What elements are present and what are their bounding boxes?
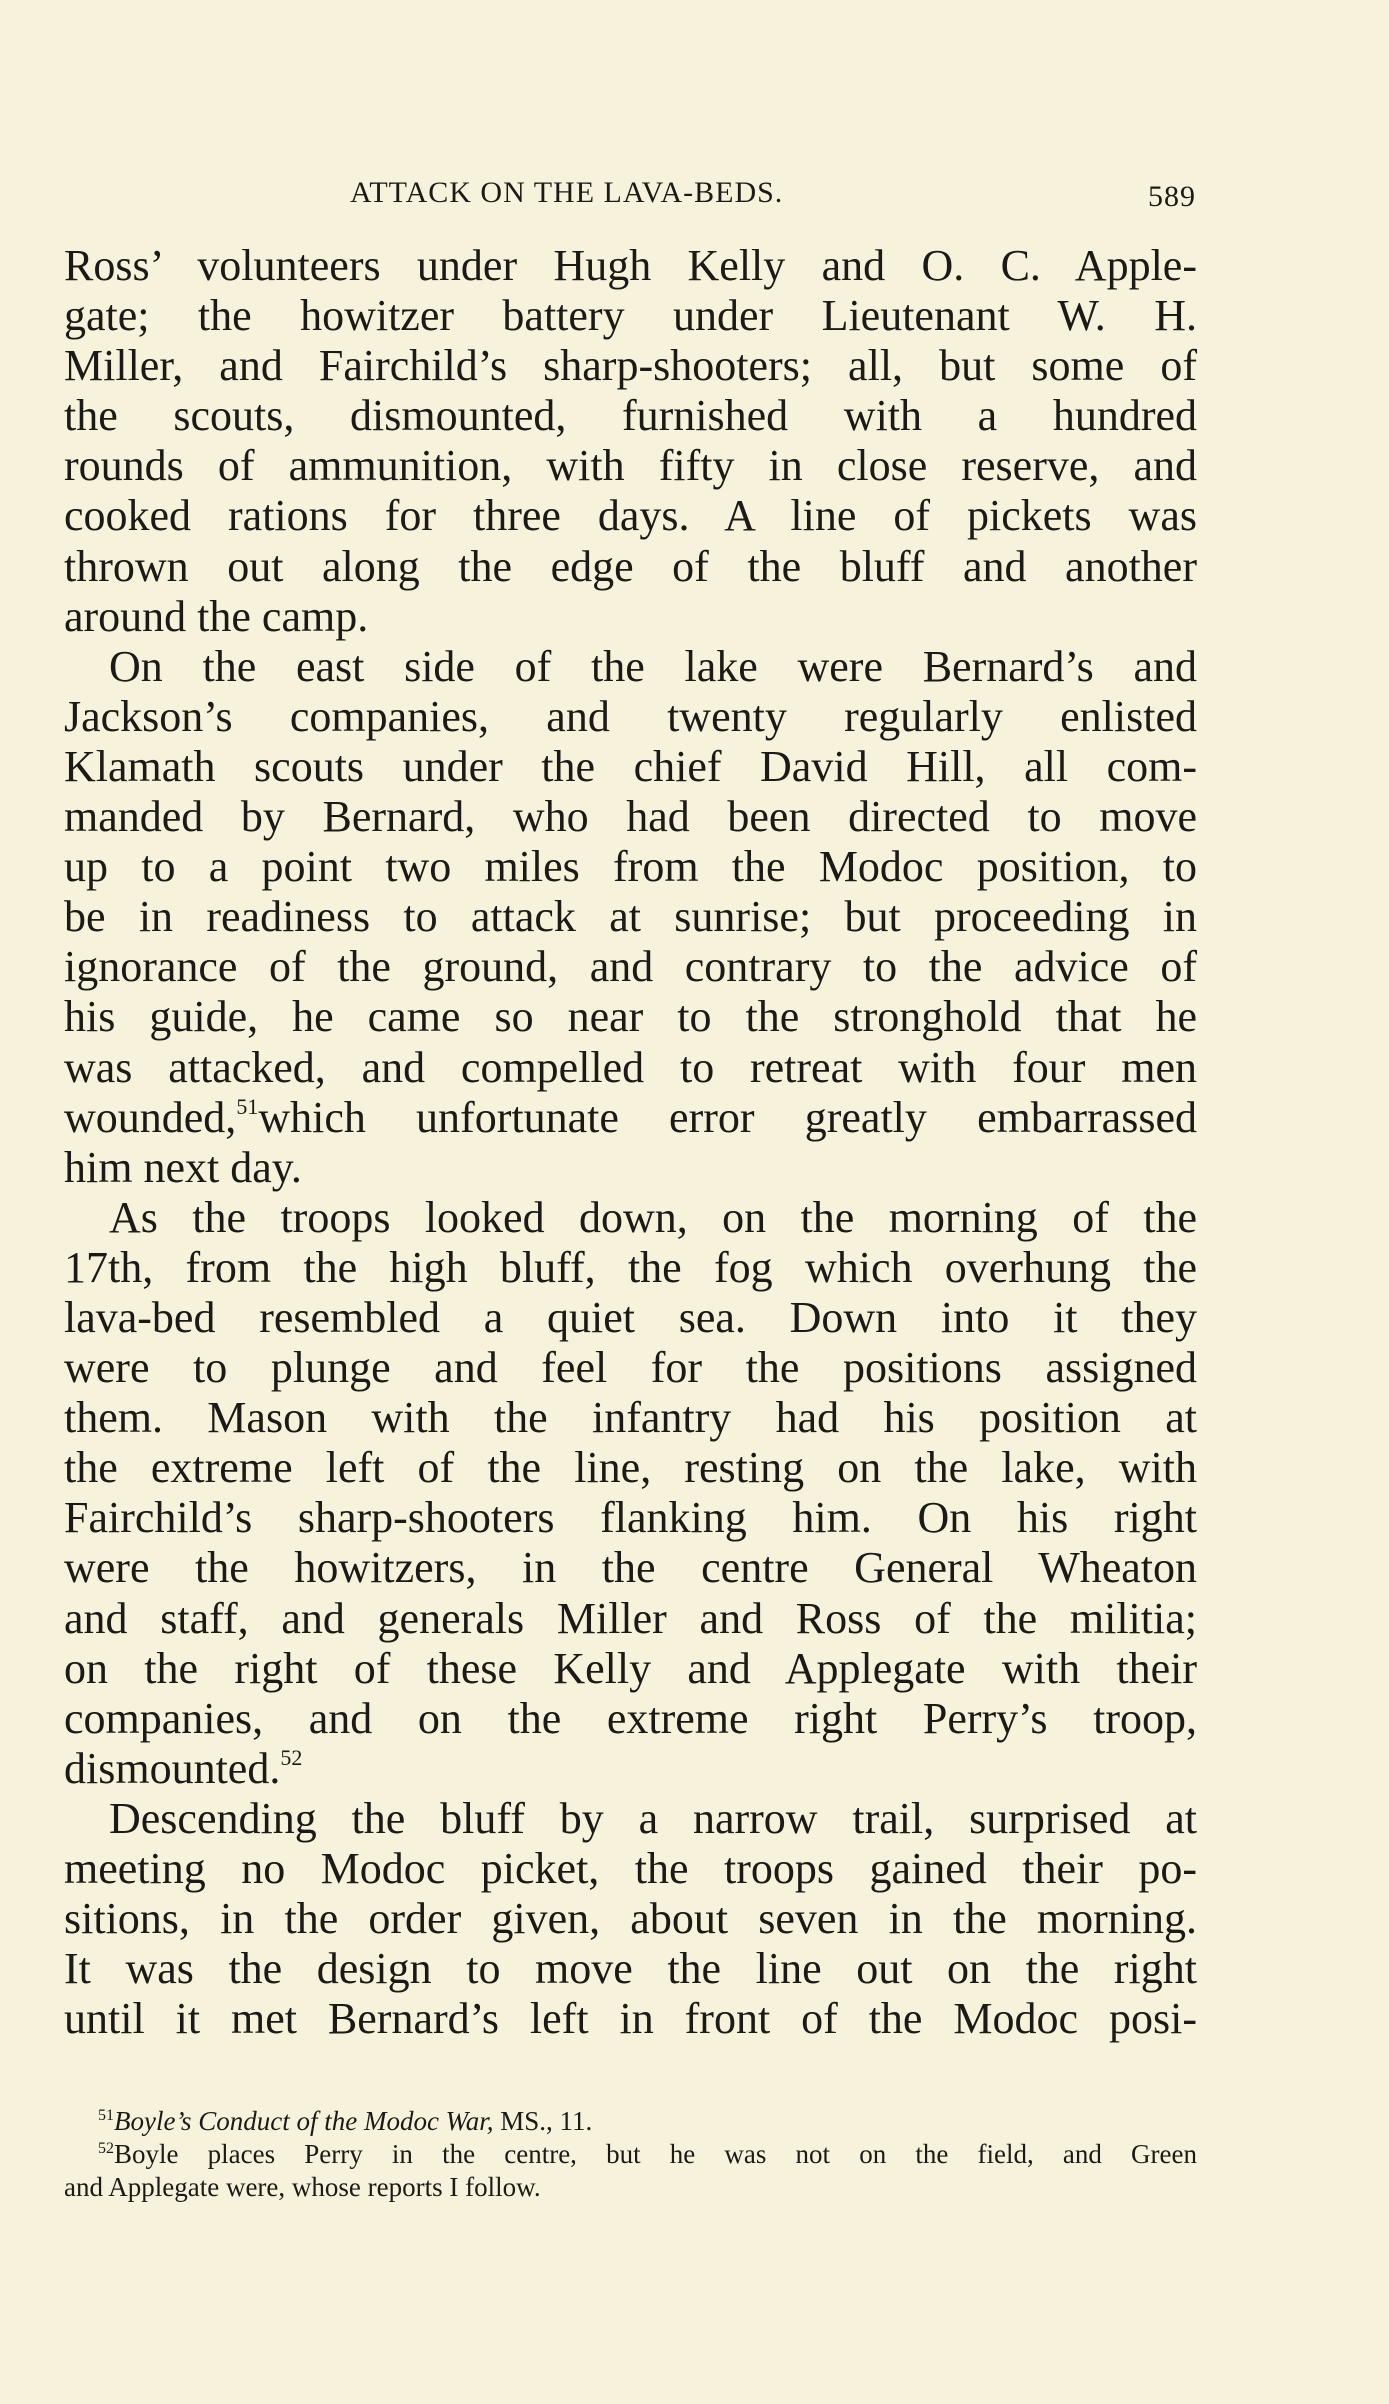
text-line: gate; the howitzer battery under Lieutenant W. H. [64, 291, 1197, 341]
footnote-text: Boyle places Perry in the centre, but he was not on the field, and Green [114, 2139, 1197, 2169]
text-line: them. Mason with the infantry had his position at [64, 1393, 1197, 1443]
text-line [64, 1093, 1197, 1143]
text-line: the extreme left of the line, resting on the lake, with [64, 1443, 1197, 1493]
text-line: companies, and on the extreme right Perry’s troop, [64, 1693, 1197, 1743]
text-line: As the troops looked down, on the morning of the [109, 1192, 1197, 1242]
text-line: cooked rations for three days. A line of pickets was [64, 491, 1197, 541]
text-line: On the east side of the lake were Bernard’s and [109, 641, 1197, 691]
text-fragment: dismounted. [64, 1743, 281, 1793]
text-line: Miller, and Fairchild’s sharp-shooters; all, but some of [64, 341, 1197, 391]
text-line: were to plunge and feel for the positions assigned [64, 1343, 1197, 1393]
running-head-title: ATTACK ON THE LAVA-BEDS. [350, 176, 784, 209]
text-fragment: which unfortunate error greatly embarrassed [258, 1092, 1197, 1142]
text-line: be in readiness to attack at sunrise; but proceeding in [64, 892, 1197, 942]
text-line: around the camp. [64, 591, 369, 641]
footnote-52 [64, 2138, 1197, 2171]
paragraph-1 [64, 241, 1197, 642]
text-line: Klamath scouts under the chief David Hill, all com- [64, 741, 1197, 791]
text-line: manded by Bernard, who had been directed to move [64, 792, 1197, 842]
text-line: meeting no Modoc picket, the troops gained their po- [64, 1844, 1197, 1893]
text-line: was attacked, and compelled to retreat with four men [64, 1042, 1197, 1092]
text-line: him next day. [64, 1142, 302, 1192]
text-line: Fairchild’s sharp-shooters flanking him. On his right [64, 1493, 1197, 1543]
footnote-mark: 51 [98, 2107, 114, 2124]
footnotes [64, 2105, 1197, 2204]
text-line [64, 1744, 1197, 1794]
paragraph-2 [64, 642, 1197, 1193]
footnote-text: MS., 11. [493, 2106, 593, 2136]
text-line: Descending the bluff by a narrow trail, surprised at [109, 1793, 1197, 1843]
footnote-ref: 51 [236, 1093, 259, 1119]
footnote-51 [64, 2105, 1197, 2138]
footnote-52-continuation: and Applegate were, whose reports I follow. [64, 2172, 541, 2202]
text-line: thrown out along the edge of the bluff and another [64, 541, 1197, 591]
text-line: ignorance of the ground, and contrary to the advice of [64, 942, 1197, 992]
text-fragment: wounded, [64, 1092, 237, 1142]
page-number: 589 [1148, 180, 1196, 213]
paragraph-3 [64, 1193, 1197, 1794]
text-line: until it met Bernard’s left in front of the Modoc posi- [64, 1994, 1197, 2044]
text-line: sitions, in the order given, about seven in the morning. [64, 1894, 1197, 1944]
text-line: and staff, and generals Miller and Ross of the militia; [64, 1593, 1197, 1643]
text-line: up to a point two miles from the Modoc position, to [64, 842, 1197, 892]
text-line: lava-bed resembled a quiet sea. Down into it they [64, 1292, 1197, 1342]
text-line: Jackson’s companies, and twenty regularly enlisted [64, 691, 1197, 741]
footnote-italic: Boyle’s Conduct of the Modoc War, [114, 2106, 494, 2136]
text-line: were the howitzers, in the centre General Wheaton [64, 1543, 1197, 1593]
text-line: the scouts, dismounted, furnished with a hundred [64, 391, 1197, 441]
footnote-ref: 52 [280, 1744, 303, 1770]
footnote-mark: 52 [98, 2140, 114, 2157]
paragraph-4 [64, 1794, 1197, 2044]
text-line: It was the design to move the line out on the right [64, 1944, 1197, 1994]
text-line: on the right of these Kelly and Applegate with their [64, 1643, 1197, 1693]
text-line: rounds of ammunition, with fifty in close reserve, and [64, 441, 1197, 491]
running-head [0, 176, 1389, 216]
text-line: Ross’ volunteers under Hugh Kelly and O. C. Apple- [64, 241, 1197, 290]
text-line: his guide, he came so near to the stronghold that he [64, 992, 1197, 1042]
body-text [64, 241, 1197, 2044]
text-line: 17th, from the high bluff, the fog which overhung the [64, 1242, 1197, 1292]
